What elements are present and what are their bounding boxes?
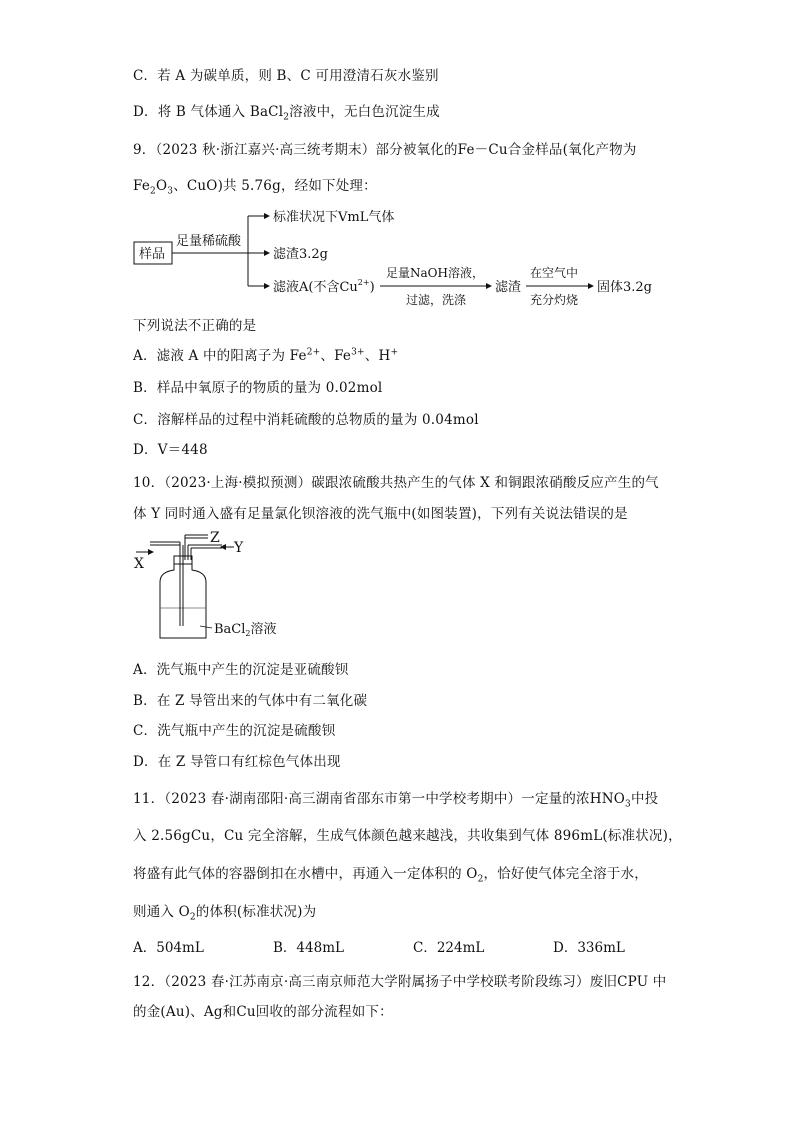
q9-stem-line2: $Fe_2O_3$、CuO)共 5.76g，经如下处理： [133,178,377,197]
q9-option-b: B．样品中氧原子的物质的量为 0.02mol [133,380,383,396]
acid-label: 足量稀硫酸 [176,234,242,249]
q9-ask: 下列说法不正确的是 [133,318,257,334]
z-label: Z [210,530,220,546]
q11-stem-line2: 入 2.56gCu，Cu 完全溶解，生成气体颜色越来越浅，共收集到气体 896mL(标准状况)， [133,828,682,844]
q9-stem-line1: 9．（2023 秋·浙江嘉兴·高三统考期末）部分被氧化的Fe－Cu合金样品(氧化产物为 [133,142,637,158]
q10-option-b: B．在 Z 导管出来的气体中有二氧化碳 [133,693,368,709]
burn-label: 充分灼烧 [530,293,579,307]
solid-label: 固体3.2g [597,280,652,295]
sample-label: 样品 [139,247,166,262]
q10-option-a: A．洗气瓶中产生的沉淀是亚硫酸钡 [133,662,349,678]
q10-stem-line2: 体 Y 同时通入盛有足量氯化钡溶液的洗气瓶中(如图装置)，下列有关说法错误的是 [133,506,628,522]
q12-stem-line1: 12．（2023 春·江苏南京·高三南京师范大学附属扬子中学校联考阶段练习）废旧CPU 中 [133,974,667,990]
q11-stem-line4: 则通入 $O_2$的体积(标准状况)为 [133,904,317,923]
y-label: Y [234,540,244,556]
filter-label: 过滤，洗涤 [406,293,467,307]
residue2-label: 滤渣 [495,280,522,295]
q10-stem-line1: 10．（2023·上海·模拟预测）碳跟浓硫酸共热产生的气体 X 和铜跟浓硝酸反应产生的气 [133,475,659,491]
q11-option-d: D．336mL [553,940,625,956]
residue-label: 滤渣3.2g [273,247,328,262]
q11-option-a: A．504mL [133,940,204,956]
q11-stem-line1: 11．（2023 春·湖南邵阳·高三湖南省邵东市第一中学校考期中）一定量的浓$HNO_3$中投 [133,791,659,810]
q8-option-d: D．将 B 气体通入 BaCl$_2$溶液中，无白色沉淀生成 [133,104,440,123]
q10-option-d: D．在 Z 导管口有红棕色气体出现 [133,754,341,770]
filtrate-label: 滤液A(不含$Cu^{2+}$) [273,278,375,295]
gas-label: 标准状况下VmL气体 [273,210,395,225]
q12-stem-line2: 的金(Au)、Ag和Cu回收的部分流程如下： [133,1004,393,1020]
q9-option-c: C．溶解样品的过程中消耗硫酸的总物质的量为 0.04mol [133,412,479,428]
x-label: X [134,556,144,572]
q8-option-c: C．若 A 为碳单质，则 B、C 可用澄清石灰水鉴别 [133,68,439,84]
solution-label: BaCl$_2$溶液 [214,622,277,638]
air-label: 在空气中 [530,266,579,280]
q10-option-c: C．洗气瓶中产生的沉淀是硫酸钡 [133,723,336,739]
q9-flow-diagram [130,200,690,312]
naoh-label: 足量NaOH溶液， [386,266,484,280]
q9-option-a: A．滤液 A 中的阳离子为 $Fe^{2+}$、$Fe^{3+}$、H+ [133,347,399,364]
q11-stem-line3: 将盛有此气体的容器倒扣在水槽中，再通入一定体积的 $O_2$，恰好使气体完全溶于水， [133,866,648,885]
q11-option-b: B．448mL [273,940,344,956]
q9-option-d: D．V＝448 [133,442,208,458]
q11-options [133,938,693,958]
q11-option-c: C．224mL [413,940,485,956]
q10-apparatus-diagram [130,530,300,645]
